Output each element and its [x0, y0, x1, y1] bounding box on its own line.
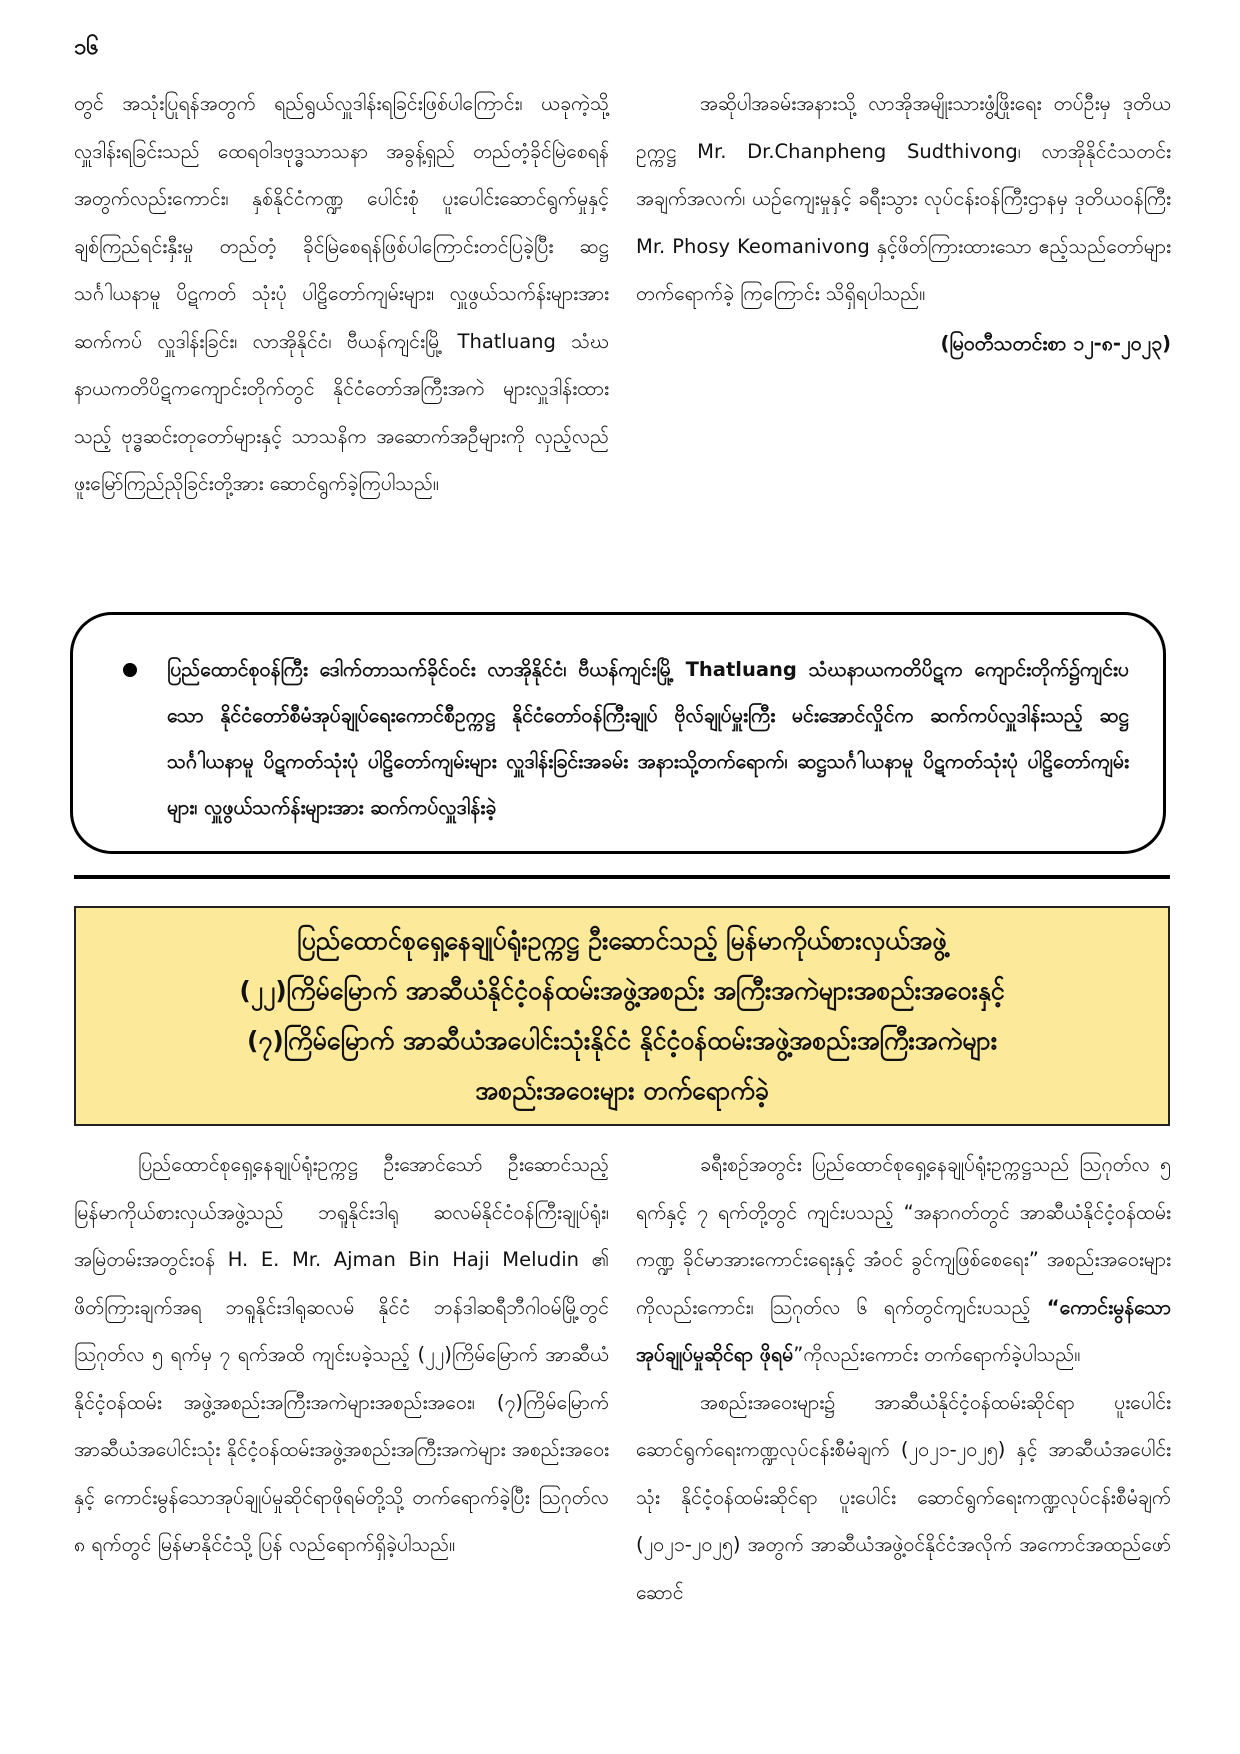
continued-paragraph: တွင် အသုံးပြုရန်အတွက် ရည်ရွယ်လှူဒါန်းရခြင်းဖြစ်ပါကြောင်း၊ ယခုကဲ့သို့ လှူဒါန်းရခြင်းသည် ထေရဝါဒဗုဒ္ဓသာသနာ အခွန့်ရှည် တည်တံ့ခိုင်မြဲစေရန်အတွက်လည်းကောင်း၊ နှစ်နိုင်ငံကဏ္ဍ ပေါင်းစုံ ပူးပေါင်းဆောင်ရွက်မှုနှင့် ချစ်ကြည်ရင်းနှီးမှု တည်တံ့ ခိုင်မြဲစေရန်ဖြစ်ပါကြောင်းတင်ပြခဲ့ပြီး ဆဋ္ဌသင်္ဂါယနာမူ ပိဋကတ် သုံးပုံ ပါဠိတော်ကျမ်းများ၊ လှူဖွယ်သက်န်းများအား ဆက်ကပ် လှူဒါန်းခြင်း၊ လာအိုနိုင်ငံ၊ ဗီယန်ကျင်းမြို့ Thatluang သံဃ နာယကတိပိဋကကျောင်းတိုက်တွင် နိုင်ငံတော်အကြီးအကဲ များလှူဒါန်းထားသည့် ဗုဒ္ဓဆင်းတုတော်များနှင့် သာသနိက အဆောက်အဦများကို လှည့်လည်ဖူးမြော်ကြည်ညိုခြင်းတို့အား ဆောင်ရွက်ခဲ့ကြပါသည်။	[74, 92, 609, 495]
trip-paragraph	[636, 1141, 1171, 1379]
highlight-text: ပြည်ထောင်စုဝန်ကြီး ဒေါက်တာသက်ခိုင်ဝင်း လာအိုနိုင်ငံ၊ ဗီယန်ကျင်းမြို့ Thatluang သံဃနာယကတိပိဋက ကျောင်းတိုက်၌ကျင်းပသော နိုင်ငံတော်စီမံအုပ်ချုပ်ရေးကောင်စီဥက္ကဋ္ဌ နိုင်ငံတော်ဝန်ကြီးချုပ် ဗိုလ်ချုပ်မှူးကြီး မင်းအောင်လှိုင်က ဆက်ကပ်လှူဒါန်းသည့် ဆဋ္ဌသင်္ဂါယနာမူ ပိဋကတ်သုံးပုံ ပါဠိတော်ကျမ်းများ လှူဒါန်းခြင်းအခမ်း အနားသို့တက်ရောက်၊ ဆဋ္ဌသင်္ဂါယနာမူ ပိဋကတ်သုံးပုံ ပါဠိတော်ကျမ်းများ၊ လှူဖွယ်သက်န်းများအား ဆက်ကပ်လှူဒါန်းခဲ့	[167, 658, 1129, 819]
highlight-box	[70, 612, 1166, 854]
top-right-column	[636, 80, 1171, 367]
trip-text-2: ”ကိုလည်းကောင်း တက်ရောက်ခဲ့ပါသည်။	[793, 1343, 1081, 1366]
trip-text-1: ခရီးစဉ်အတွင်း ပြည်ထောင်စုရှေ့နေချုပ်ရုံးဥက္ကဋ္ဌသည် ဩဂုတ်လ ၅ ရက်နှင့် ၇ ရက်တို့တွင် ကျင်းပသည့် “အနာဂတ်တွင် အာဆီယံနိုင်ငံ့ဝန်ထမ်းကဏ္ဍ ခိုင်မာအားကောင်းရေးနှင့် အံဝင် ခွင်ကျဖြစ်စေရေး” အစည်းအဝေးများကိုလည်းကောင်း၊ ဩဂုတ်လ ၆ ရက်တွင်ကျင်းပသည့်	[636, 1153, 1171, 1319]
section-divider	[74, 875, 1170, 879]
bullet-item	[123, 647, 1129, 831]
bullet-icon	[123, 663, 137, 677]
top-left-column	[74, 80, 609, 508]
headline-line-1: ပြည်ထောင်စုရှေ့နေချုပ်ရုံးဥက္ကဋ္ဌ ဦးဆောင်သည့် မြန်မာကိုယ်စားလှယ်အဖွဲ့	[297, 926, 947, 955]
bottom-right-column	[636, 1141, 1171, 1616]
headline-line-3: (၇)ကြိမ်မြောက် အာဆီယံအပေါင်းသုံးနိုင်ငံ နိုင်ငံ့ဝန်ထမ်းအဖွဲ့အစည်းအကြီးအကဲများ	[246, 1026, 998, 1055]
news-source: (မြဝတီသတင်းစာ ၁၂-၈-၂၀၂၃)	[940, 331, 1171, 355]
delegation-paragraph: ပြည်ထောင်စုရှေ့နေချုပ်ရုံးဥက္ကဋ္ဌ ဦးအောင်သော် ဦးဆောင်သည့် မြန်မာကိုယ်စားလှယ်အဖွဲ့သည် ဘရူနိုင်းဒါရု ဆလမ်နိုင်ငံဝန်ကြီးချုပ်ရုံး၊ အမြဲတမ်းအတွင်းဝန် H. E. Mr. Ajman Bin Haji Meludin ၏ ဖိတ်ကြားချက်အရ ဘရူနိုင်းဒါရုဆလမ် နိုင်ငံ ဘန်ဒါဆရီဘီဂါဝမ်မြို့တွင် ဩဂုတ်လ ၅ ရက်မှ ၇ ရက်အထိ ကျင်းပခဲ့သည့် (၂၂)ကြိမ်မြောက် အာဆီယံနိုင်ငံ့ဝန်ထမ်း အဖွဲ့အစည်းအကြီးအကဲများအစည်းအဝေး၊ (၇)ကြိမ်မြောက် အာဆီယံအပေါင်းသုံး နိုင်ငံ့ဝန်ထမ်းအဖွဲ့အစည်းအကြီးအကဲများ အစည်းအဝေးနှင့် ကောင်းမွန်သောအုပ်ချုပ်မှုဆိုင်ရာဖိုရမ်တို့သို့ တက်ရောက်ခဲ့ပြီး ဩဂုတ်လ ၈ ရက်တွင် မြန်မာနိုင်ငံသို့ ပြန် လည်ရောက်ရှိခဲ့ပါသည်။	[74, 1153, 609, 1556]
forum-title: “ကောင်းမွန်သော အုပ်ချုပ်မှုဆိုင်ရာ ဖိုရမ်	[636, 1295, 1171, 1366]
attendees-paragraph: အဆိုပါအခမ်းအနားသို့ လာအိုအမျိုးသားဖွံ့ဖြိုးရေး တပ်ဦးမှ ဒုတိယဥက္ကဋ္ဌ Mr. Dr.Chanpheng Sudthivong၊ လာအိုနိုင်ငံသတင်းအချက်အလက်၊ ယဉ်ကျေးမှုနှင့် ခရီးသွား လုပ်ငန်းဝန်ကြီးဌာနမှ ဒုတိယဝန်ကြီး Mr. Phosy Keomanivong နှင့်ဖိတ်ကြားထားသော ဧည့်သည်တော်များ တက်ရောက်ခဲ့ ကြကြောင်း သိရှိရပါသည်။	[636, 92, 1171, 305]
bottom-left-column	[74, 1141, 609, 1569]
headline-line-2: (၂၂)ကြိမ်မြောက် အာဆီယံနိုင်ငံ့ဝန်ထမ်းအဖွဲ့အစည်း အကြီးအကဲများအစည်းအဝေးနှင့်	[239, 976, 1005, 1005]
page-number: ၁၆	[74, 35, 99, 60]
headline-line-4: အစည်းအဝေးများ တက်ရောက်ခဲ့	[475, 1076, 769, 1105]
meetings-paragraph: အစည်းအဝေးများ၌ အာဆီယံနိုင်ငံ့ဝန်ထမ်းဆိုင်ရာ ပူးပေါင်းဆောင်ရွက်ရေးကဏ္ဍလုပ်ငန်းစီမံချက် (၂၀၂၁-၂၀၂၅) နှင့် အာဆီယံအပေါင်းသုံး နိုင်ငံ့ဝန်ထမ်းဆိုင်ရာ ပူးပေါင်း ဆောင်ရွက်ရေးကဏ္ဍလုပ်ငန်းစီမံချက် (၂၀၂၁-၂၀၂၅) အတွက် အာဆီယံအဖွဲ့ဝင်နိုင်ငံအလိုက် အကောင်အထည်ဖော်ဆောင်	[636, 1390, 1171, 1604]
article-headline	[74, 906, 1170, 1126]
